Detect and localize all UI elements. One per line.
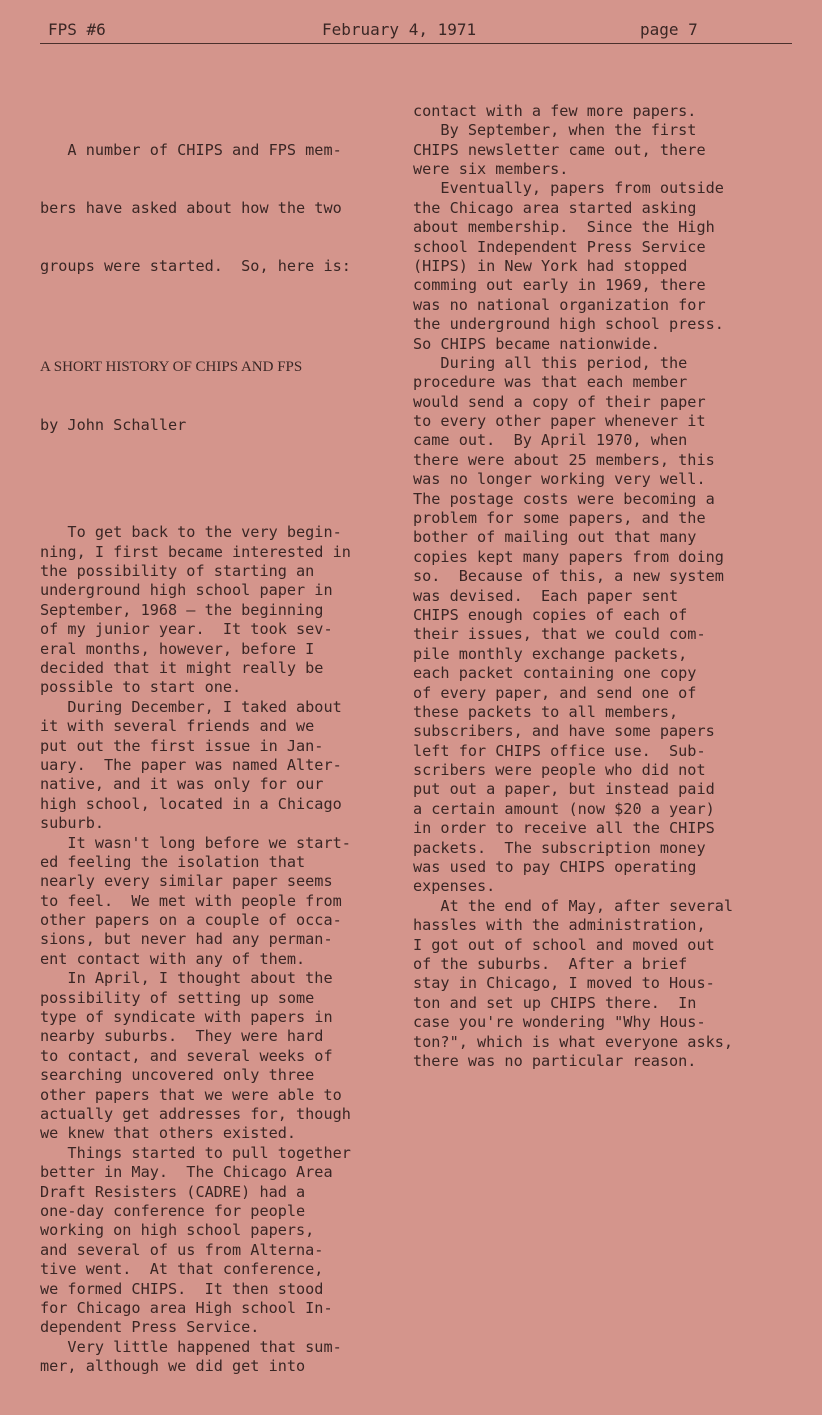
text-line: comming out early in 1969, there xyxy=(413,276,706,295)
text-line: ed feeling the isolation that xyxy=(40,852,306,871)
text-line: To get back to the very begin- xyxy=(40,523,342,542)
text-line: their issues, that we could com- xyxy=(413,625,706,644)
text-line: contact with a few more papers. xyxy=(413,101,697,120)
text-line: ent contact with any of them. xyxy=(40,949,306,968)
text-line: bers have asked about how the two xyxy=(40,198,342,217)
text-line: So CHIPS became nationwide. xyxy=(413,334,660,353)
text-line: stay in Chicago, I moved to Hous- xyxy=(413,974,715,993)
text-line: of my junior year. It took sev- xyxy=(40,620,333,639)
article-body-right xyxy=(413,102,783,1072)
text-line: I got out of school and moved out xyxy=(413,935,715,954)
text-line: for Chicago area High school In- xyxy=(40,1298,333,1317)
text-line: A number of CHIPS and FPS mem- xyxy=(40,140,342,159)
text-line: tive went. At that conference, xyxy=(40,1260,324,1279)
page-header xyxy=(40,18,790,42)
text-line: September, 1968 — the beginning xyxy=(40,600,324,619)
text-line: groups were started. So, here is: xyxy=(40,257,351,276)
text-line: other papers that we were able to xyxy=(40,1085,342,1104)
text-line: mer, although we did get into xyxy=(40,1357,306,1376)
text-line: hassles with the administration, xyxy=(413,916,706,935)
text-line: were six members. xyxy=(413,159,569,178)
text-line: bother of mailing out that many xyxy=(413,528,697,547)
text-line: so. Because of this, a new system xyxy=(413,567,724,586)
text-line: scribers were people who did not xyxy=(413,761,706,780)
text-line: pile monthly exchange packets, xyxy=(413,644,688,663)
text-line: eral months, however, before I xyxy=(40,639,315,658)
text-line: was no longer working very well. xyxy=(413,470,706,489)
text-line: one-day conference for people xyxy=(40,1201,306,1220)
text-line: to every other paper whenever it xyxy=(413,412,706,431)
text-line: sions, but never had any perman- xyxy=(40,930,333,949)
text-line: was used to pay CHIPS operating xyxy=(413,858,697,877)
text-line: the possibility of starting an xyxy=(40,562,315,581)
text-line: of every paper, and send one of xyxy=(413,683,697,702)
text-line: other papers on a couple of occa- xyxy=(40,911,342,930)
text-line: The postage costs were becoming a xyxy=(413,489,715,508)
text-line: Things started to pull together xyxy=(40,1143,351,1162)
text-line: During December, I taked about xyxy=(40,697,342,716)
article-title: A SHORT HISTORY OF CHIPS AND FPS xyxy=(40,359,303,376)
text-line: native, and it was only for our xyxy=(40,775,324,794)
left-column xyxy=(40,63,395,1415)
text-line: packets. The subscription money xyxy=(413,838,706,857)
text-line: the Chicago area started asking xyxy=(413,198,697,217)
text-line: possible to start one. xyxy=(40,678,242,697)
text-line: in order to receive all the CHIPS xyxy=(413,819,715,838)
intro-paragraph xyxy=(40,102,395,315)
text-line: there were about 25 members, this xyxy=(413,450,715,469)
text-line: the underground high school press. xyxy=(413,315,724,334)
text-line: Very little happened that sum- xyxy=(40,1337,342,1356)
text-line: case you're wondering "Why Hous- xyxy=(413,1013,706,1032)
text-line: put out the first issue in Jan- xyxy=(40,736,324,755)
text-line: nearby suburbs. They were hard xyxy=(40,1027,324,1046)
text-line: nearly every similar paper seems xyxy=(40,872,333,891)
text-line: we knew that others existed. xyxy=(40,1124,297,1143)
text-line: At the end of May, after several xyxy=(413,896,734,915)
text-line: During all this period, the xyxy=(413,353,688,372)
text-line: it with several friends and we xyxy=(40,717,315,736)
text-line: CHIPS enough copies of each of xyxy=(413,605,688,624)
text-line: working on high school papers, xyxy=(40,1221,315,1240)
text-line: put out a paper, but instead paid xyxy=(413,780,715,799)
text-line: was devised. Each paper sent xyxy=(413,586,679,605)
text-line: searching uncovered only three xyxy=(40,1066,315,1085)
article-body-left xyxy=(40,523,395,1376)
text-line: expenses. xyxy=(413,877,496,896)
text-line: ton and set up CHIPS there. In xyxy=(413,993,697,1012)
article-byline: by John Schaller xyxy=(40,416,187,435)
text-line: better in May. The Chicago Area xyxy=(40,1163,333,1182)
text-line: possibility of setting up some xyxy=(40,988,315,1007)
text-line: was no national organization for xyxy=(413,295,706,314)
text-line: decided that it might really be xyxy=(40,659,324,677)
text-line: and several of us from Alterna- xyxy=(40,1240,324,1259)
text-line: high school, located in a Chicago xyxy=(40,794,342,813)
page-number: page 7 xyxy=(640,20,698,39)
text-line: subscribers, and have some papers xyxy=(413,722,715,741)
text-line: to contact, and several weeks of xyxy=(40,1046,333,1065)
text-line: of the suburbs. After a brief xyxy=(413,955,688,973)
text-line: procedure was that each member xyxy=(413,373,688,392)
text-line: Eventually, papers from outside xyxy=(413,179,724,198)
text-line: In April, I thought about the xyxy=(40,969,333,988)
header-rule xyxy=(40,43,792,44)
text-line: problem for some papers, and the xyxy=(413,509,706,528)
text-line: school Independent Press Service xyxy=(413,237,706,256)
text-line: about membership. Since the High xyxy=(413,218,715,237)
text-line: actually get addresses for, though xyxy=(40,1104,351,1123)
text-line: left for CHIPS office use. Sub- xyxy=(413,741,706,760)
issue-label: FPS #6 xyxy=(48,20,106,39)
text-line: we formed CHIPS. It then stood xyxy=(40,1279,324,1298)
text-line: Draft Resisters (CADRE) had a xyxy=(40,1182,306,1201)
text-line: It wasn't long before we start- xyxy=(40,833,351,852)
text-line: copies kept many papers from doing xyxy=(413,547,724,566)
text-line: underground high school paper in xyxy=(40,581,333,600)
text-line: suburb. xyxy=(40,814,105,833)
text-line: each packet containing one copy xyxy=(413,664,697,683)
text-line: (HIPS) in New York had stopped xyxy=(413,256,688,275)
right-column xyxy=(413,63,783,1110)
text-line: these packets to all members, xyxy=(413,702,679,721)
text-line: came out. By April 1970, when xyxy=(413,431,688,450)
text-line: to feel. We met with people from xyxy=(40,891,342,910)
text-line: a certain amount (now $20 a year) xyxy=(413,799,715,818)
text-line: dependent Press Service. xyxy=(40,1318,260,1337)
text-line: CHIPS newsletter came out, there xyxy=(413,140,706,159)
text-line: type of syndicate with papers in xyxy=(40,1008,333,1027)
text-line: ning, I first became interested in xyxy=(40,542,351,561)
text-line: uary. The paper was named Alter- xyxy=(40,755,342,774)
text-line: would send a copy of their paper xyxy=(413,392,706,411)
text-line: ton?", which is what everyone asks, xyxy=(413,1032,734,1051)
text-line: there was no particular reason. xyxy=(413,1051,697,1070)
issue-date: February 4, 1971 xyxy=(322,20,477,39)
text-line: By September, when the first xyxy=(413,121,697,140)
